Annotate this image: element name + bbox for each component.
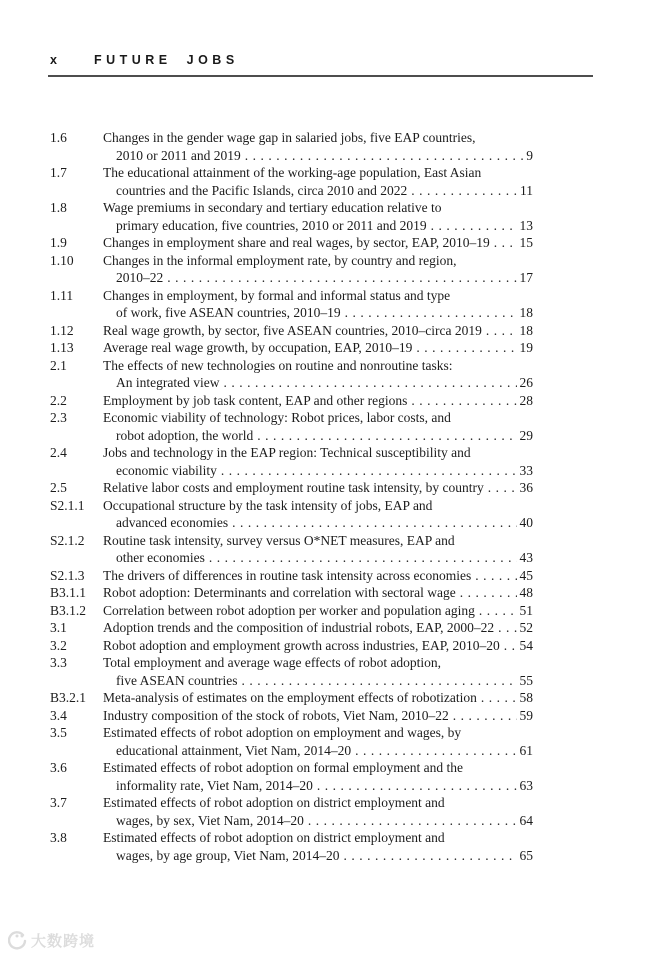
entry-title-text: advanced economies xyxy=(116,515,229,530)
entry-title-text: 2010–22 xyxy=(116,270,164,285)
page-ref: 18 xyxy=(519,322,533,338)
dot-leader xyxy=(431,217,517,235)
entry-body xyxy=(103,322,533,340)
dot-leader xyxy=(479,602,517,620)
dot-leader xyxy=(411,392,516,410)
entry-line: Changes in the informal employment rate, by country and region, xyxy=(103,252,457,268)
page-ref: 65 xyxy=(519,847,533,863)
dot-leader xyxy=(317,777,517,795)
entry-body xyxy=(103,829,533,864)
entry-last-line xyxy=(103,479,533,497)
entry-last-line xyxy=(103,462,533,480)
folio-page-number: x xyxy=(50,53,58,67)
toc-entry xyxy=(50,322,533,340)
toc-entry xyxy=(50,129,533,164)
entry-last-line xyxy=(103,742,533,760)
entry-line: Occupational structure by the task intensity of jobs, EAP and xyxy=(103,497,433,513)
entry-body xyxy=(103,602,533,620)
toc-entry xyxy=(50,339,533,357)
entry-body xyxy=(103,497,533,532)
dot-leader xyxy=(241,672,516,690)
figures-list xyxy=(50,129,533,864)
dot-leader xyxy=(475,567,516,585)
dot-leader xyxy=(498,619,516,637)
figure-number: 1.13 xyxy=(50,340,74,355)
entry-line: Estimated effects of robot adoption on district employment and xyxy=(103,795,445,810)
header-rule xyxy=(48,75,593,77)
page-ref: 17 xyxy=(519,270,533,285)
dot-leader xyxy=(355,742,516,760)
page-ref: 58 xyxy=(519,690,533,705)
dot-leader xyxy=(209,549,517,567)
entry-title-text: Robot adoption and employment growth across industries, EAP, 2010–20 xyxy=(103,637,500,653)
page-ref: 26 xyxy=(519,375,533,390)
figure-number: 2.5 xyxy=(50,480,67,495)
dot-leader xyxy=(167,269,516,287)
figure-number: B3.1.1 xyxy=(50,585,87,600)
entry-body xyxy=(103,199,533,234)
figure-number: 1.10 xyxy=(50,252,74,268)
entry-body xyxy=(103,409,533,444)
toc-entry xyxy=(50,654,533,689)
entry-last-line xyxy=(103,689,533,707)
dot-leader xyxy=(257,427,516,445)
dot-leader xyxy=(245,147,524,165)
entry-last-line xyxy=(103,147,533,165)
entry-body xyxy=(103,164,533,199)
entry-last-line xyxy=(103,392,533,410)
entry-last-line xyxy=(103,619,533,637)
figure-number: 3.5 xyxy=(50,725,67,740)
page-ref: 45 xyxy=(519,567,533,583)
entry-body xyxy=(103,619,533,637)
figure-number: 2.3 xyxy=(50,410,67,425)
toc-entry xyxy=(50,409,533,444)
entry-body xyxy=(103,567,533,585)
toc-entry xyxy=(50,584,533,602)
entry-body xyxy=(103,584,533,602)
entry-line: The effects of new technologies on routine and nonroutine tasks: xyxy=(103,357,453,373)
entry-title-text: Employment by job task content, EAP and other regions xyxy=(103,392,408,408)
toc-entry xyxy=(50,357,533,392)
dot-leader xyxy=(221,462,517,480)
entry-line: Changes in employment, by formal and informal status and type xyxy=(103,287,451,303)
page-ref: 13 xyxy=(519,217,533,233)
entry-body xyxy=(103,707,533,725)
entry-title-text: wages, by age group, Viet Nam, 2014–20 xyxy=(116,847,340,863)
entry-body xyxy=(103,287,533,322)
page-ref: 51 xyxy=(519,602,533,618)
dot-leader xyxy=(494,234,517,252)
dot-leader xyxy=(453,707,517,725)
figure-number: 3.6 xyxy=(50,760,67,775)
entry-last-line xyxy=(103,672,533,690)
page-ref: 63 xyxy=(519,777,533,793)
entry-last-line xyxy=(103,812,533,830)
watermark-smiley-icon xyxy=(8,931,28,951)
entry-last-line xyxy=(103,217,533,235)
entry-body xyxy=(103,637,533,655)
entry-last-line xyxy=(103,269,533,287)
entry-title-text: educational attainment, Viet Nam, 2014–20 xyxy=(116,742,352,758)
toc-entry xyxy=(50,234,533,252)
dot-leader xyxy=(504,637,517,655)
entry-title-text: economic viability xyxy=(116,462,217,478)
toc-entry xyxy=(50,619,533,637)
entry-title-text: Correlation between robot adoption per worker and population aging xyxy=(103,602,475,618)
entry-line: Routine task intensity, survey versus O*NET measures, EAP and xyxy=(103,532,455,548)
dot-leader xyxy=(486,322,517,340)
toc-entry xyxy=(50,567,533,585)
toc-entry xyxy=(50,287,533,322)
figure-number: S2.1.2 xyxy=(50,532,85,548)
figure-number: 3.1 xyxy=(50,620,67,635)
entry-last-line xyxy=(103,182,533,200)
figure-number: 1.8 xyxy=(50,200,67,215)
entry-last-line xyxy=(103,567,533,585)
entry-body xyxy=(103,444,533,479)
entry-title-text: Adoption trends and the composition of industrial robots, EAP, 2000–22 xyxy=(103,620,495,635)
entry-line: Total employment and average wage effects of robot adoption, xyxy=(103,655,442,670)
page-ref: 33 xyxy=(519,462,533,478)
entry-last-line xyxy=(103,637,533,655)
entry-body xyxy=(103,252,533,287)
toc-entry xyxy=(50,497,533,532)
figure-number: B3.2.1 xyxy=(50,690,87,705)
entry-line: Changes in the gender wage gap in salaried jobs, five EAP countries, xyxy=(103,130,476,145)
entry-title-text: informality rate, Viet Nam, 2014–20 xyxy=(116,777,313,793)
figure-number: 1.6 xyxy=(50,130,67,145)
toc-entry xyxy=(50,759,533,794)
entry-body xyxy=(103,654,533,689)
toc-entry xyxy=(50,479,533,497)
toc-entry xyxy=(50,794,533,829)
dot-leader xyxy=(488,479,517,497)
figure-number: 3.2 xyxy=(50,637,67,653)
dot-leader xyxy=(232,514,516,532)
entry-body xyxy=(103,724,533,759)
running-header xyxy=(50,53,595,67)
entry-line: Jobs and technology in the EAP region: Technical susceptibility and xyxy=(103,445,471,460)
page-ref: 61 xyxy=(519,742,533,758)
entry-last-line xyxy=(103,847,533,865)
entry-title-text: primary education, five countries, 2010 or 2011 and 2019 xyxy=(116,217,427,233)
toc-entry xyxy=(50,637,533,655)
page-ref: 28 xyxy=(519,392,533,408)
toc-entry xyxy=(50,444,533,479)
page-ref: 29 xyxy=(519,427,533,443)
entry-last-line xyxy=(103,304,533,322)
toc-entry xyxy=(50,164,533,199)
page-ref: 43 xyxy=(519,550,533,565)
dot-leader xyxy=(345,304,517,322)
entry-line: The educational attainment of the working-age population, East Asian xyxy=(103,165,482,180)
page-ref: 54 xyxy=(519,637,533,653)
entry-line: Estimated effects of robot adoption on formal employment and the xyxy=(103,760,464,775)
figure-number: 3.8 xyxy=(50,830,67,845)
entry-body xyxy=(103,392,533,410)
figure-number: 2.4 xyxy=(50,445,67,460)
entry-title-text: Real wage growth, by sector, five ASEAN countries, 2010–circa 2019 xyxy=(103,322,482,338)
entry-title-text: An integrated view xyxy=(116,375,220,390)
toc-entry xyxy=(50,829,533,864)
entry-last-line xyxy=(103,707,533,725)
entry-line: Estimated effects of robot adoption on employment and wages, by xyxy=(103,725,462,740)
figure-number: 1.7 xyxy=(50,165,67,180)
entry-body xyxy=(103,129,533,164)
entry-line: Economic viability of technology: Robot prices, labor costs, and xyxy=(103,410,451,425)
dot-leader xyxy=(481,689,517,707)
entry-title-text: of work, five ASEAN countries, 2010–19 xyxy=(116,305,341,320)
entry-last-line xyxy=(103,777,533,795)
entry-body xyxy=(103,794,533,829)
page-ref: 11 xyxy=(520,182,533,198)
page-ref: 19 xyxy=(519,340,533,355)
entry-title-text: countries and the Pacific Islands, circa 2010 and 2022 xyxy=(116,182,408,198)
entry-last-line xyxy=(103,514,533,532)
dot-leader xyxy=(416,339,516,357)
entry-line: Wage premiums in secondary and tertiary education relative to xyxy=(103,200,442,215)
entry-body xyxy=(103,234,533,252)
page-ref: 48 xyxy=(519,585,533,600)
entry-title-text: Meta-analysis of estimates on the employment effects of robotization xyxy=(103,690,477,705)
entry-last-line xyxy=(103,427,533,445)
figure-number: 2.1 xyxy=(50,357,67,373)
dot-leader xyxy=(411,182,517,200)
figure-number: 2.2 xyxy=(50,392,67,408)
figure-number: 3.7 xyxy=(50,795,67,810)
toc-entry xyxy=(50,724,533,759)
entry-last-line xyxy=(103,339,533,357)
entry-title-text: Relative labor costs and employment routine task intensity, by country xyxy=(103,480,484,495)
entry-line: Estimated effects of robot adoption on district employment and xyxy=(103,830,445,845)
figure-number: B3.1.2 xyxy=(50,602,87,618)
entry-last-line xyxy=(103,374,533,392)
toc-entry xyxy=(50,532,533,567)
entry-last-line xyxy=(103,584,533,602)
figure-number: 3.4 xyxy=(50,707,67,723)
entry-title-text: robot adoption, the world xyxy=(116,427,254,443)
dot-leader xyxy=(308,812,517,830)
watermark-text: 大数跨境 xyxy=(31,932,96,950)
entry-body xyxy=(103,532,533,567)
page-ref: 59 xyxy=(519,707,533,723)
page-ref: 18 xyxy=(519,305,533,320)
entry-title-text: other economies xyxy=(116,550,205,565)
entry-title-text: wages, by sex, Viet Nam, 2014–20 xyxy=(116,812,304,828)
running-title: FUTURE JOBS xyxy=(93,53,239,67)
page-ref: 64 xyxy=(519,812,533,828)
toc-entry xyxy=(50,392,533,410)
entry-body xyxy=(103,479,533,497)
entry-last-line xyxy=(103,322,533,340)
toc-entry xyxy=(50,199,533,234)
entry-title-text: 2010 or 2011 and 2019 xyxy=(116,147,241,163)
entry-title-text: five ASEAN countries xyxy=(116,672,238,688)
figure-number: 1.11 xyxy=(50,287,74,303)
entry-body xyxy=(103,689,533,707)
toc-entry xyxy=(50,252,533,287)
entry-title-text: Robot adoption: Determinants and correlation with sectoral wage xyxy=(103,585,456,600)
page-ref: 9 xyxy=(526,147,533,163)
page-ref: 52 xyxy=(519,620,533,635)
entry-last-line xyxy=(103,549,533,567)
entry-title-text: Average real wage growth, by occupation, EAP, 2010–19 xyxy=(103,340,413,355)
page-ref: 55 xyxy=(519,672,533,688)
toc-entry xyxy=(50,689,533,707)
entry-body xyxy=(103,339,533,357)
figure-number: 1.12 xyxy=(50,322,74,338)
figure-number: 1.9 xyxy=(50,235,67,250)
entry-body xyxy=(103,759,533,794)
entry-title-text: Changes in employment share and real wages, by sector, EAP, 2010–19 xyxy=(103,235,490,250)
entry-last-line xyxy=(103,602,533,620)
entry-title-text: Industry composition of the stock of robots, Viet Nam, 2010–22 xyxy=(103,707,449,723)
watermark xyxy=(8,930,95,951)
entry-title-text: The drivers of differences in routine task intensity across economies xyxy=(103,567,472,583)
toc-entry xyxy=(50,707,533,725)
entry-last-line xyxy=(103,234,533,252)
dot-leader xyxy=(460,584,517,602)
figure-number: S2.1.3 xyxy=(50,567,85,583)
dot-leader xyxy=(344,847,517,865)
page-ref: 40 xyxy=(519,515,533,530)
toc-entry xyxy=(50,602,533,620)
page-ref: 15 xyxy=(519,235,533,250)
dot-leader xyxy=(223,374,516,392)
figure-number: 3.3 xyxy=(50,655,67,670)
entry-body xyxy=(103,357,533,392)
page-ref: 36 xyxy=(519,480,533,495)
figure-number: S2.1.1 xyxy=(50,497,85,513)
